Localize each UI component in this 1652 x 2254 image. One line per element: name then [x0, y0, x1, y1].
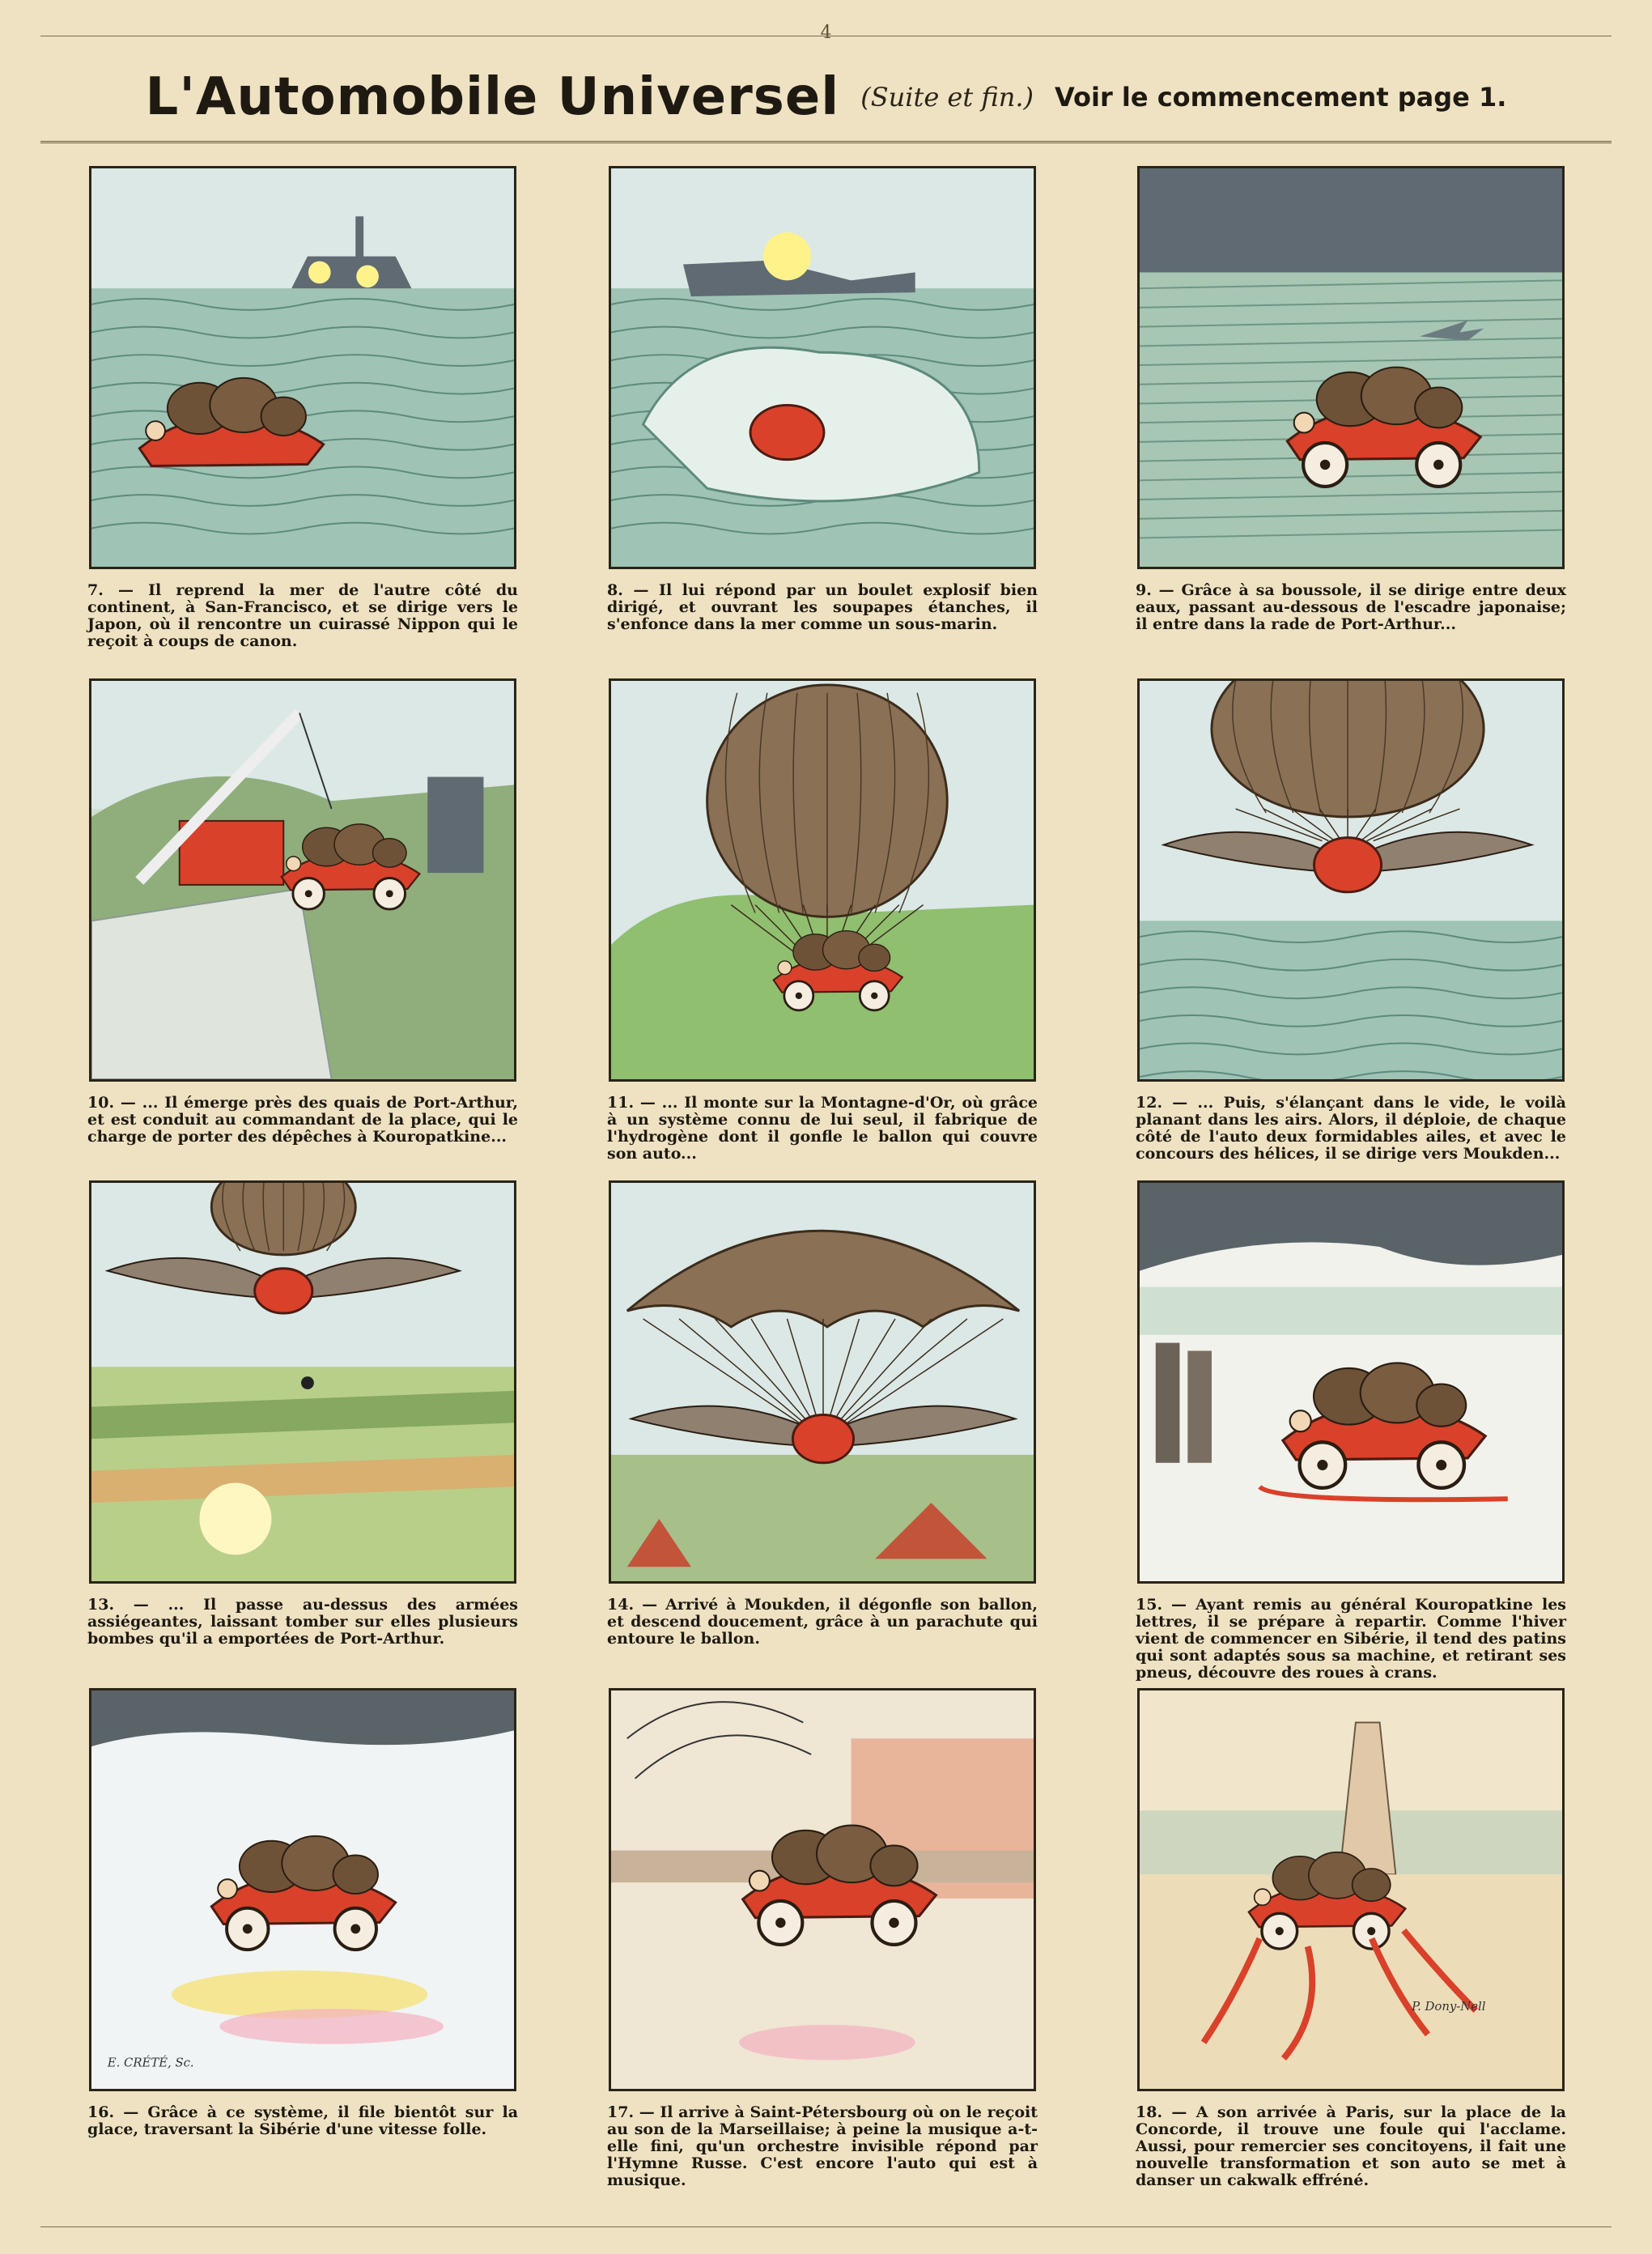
comic-panel-18 — [1137, 1688, 1565, 2091]
panel-illustration — [611, 1183, 1034, 1581]
comic-panel-9 — [1137, 166, 1565, 569]
comic-panel-17 — [609, 1688, 1036, 2091]
comic-panel-8 — [609, 166, 1036, 569]
panel-caption: 12. — ... Puis, s'élançant dans le vide, le voilà planant dans les airs. Alors, il déploie, de chaque côté de l'auto deux formidables ailes, et avec le concours des hélices, il se dirige vers Moukden... — [1136, 1094, 1566, 1163]
panel-illustration — [611, 168, 1034, 567]
comic-panel-15 — [1137, 1180, 1565, 1584]
panel-caption: 13. — ... Il passe au-dessus des armées assiégeantes, laissant tomber sur elles plusieurs bombes qu'il a emportées de Port-Arthur. — [87, 1596, 518, 1648]
panel-illustration — [611, 681, 1034, 1079]
page-subtitle: (Suite et fin.) — [860, 82, 1034, 113]
panel-caption: 15. — Ayant remis au général Kouropatkine les lettres, il se prépare à repartir. Comme l'hiver vient de commencer en Sibérie, il tend des patins qui sont adaptés sous sa machine, et retirant ses pneus, découvre des roues à crans. — [1136, 1596, 1566, 1682]
panel-caption: 17. — Il arrive à Saint-Pétersbourg où on le reçoit au son de la Marseillaise; à peine la musique a-t-elle fini, qu'un orchestre invisible répond par l'Hymne Russe. C'est encore l'auto qui est à musique. — [607, 2103, 1038, 2189]
page-title: L'Automobile Universel — [145, 67, 840, 127]
panel-illustration — [1140, 681, 1562, 1079]
comic-panel-12 — [1137, 678, 1565, 1082]
bottom-rule — [40, 2226, 1612, 2227]
panel-caption: 11. — ... Il monte sur la Montagne-d'Or, où grâce à un système connu de lui seul, il fabrique de l'hydrogène dont il gonfle le ballon qui couvre son auto... — [607, 1094, 1038, 1163]
panel-illustration — [91, 1183, 514, 1581]
panel-caption: 10. — ... Il émerge près des quais de Port-Arthur, et est conduit au commandant de la place, qui le charge de porter des dépêches à Kouropatkine... — [87, 1094, 518, 1146]
panel-caption: 16. — Grâce à ce système, il file bientôt sur la glace, traversant la Sibérie d'une vitesse folle. — [87, 2103, 518, 2138]
panel-caption: 14. — Arrivé à Moukden, il dégonfle son ballon, et descend doucement, grâce à un parachute qui entoure le ballon. — [607, 1596, 1038, 1648]
panel-illustration — [1140, 168, 1562, 567]
panel-illustration — [1140, 1183, 1562, 1581]
comic-panel-10 — [89, 678, 516, 1082]
comic-panel-7 — [89, 166, 516, 569]
artist-signature: P. Dony-Nell — [1412, 2000, 1486, 2014]
see-reference: Voir le commencement page 1. — [1055, 82, 1507, 113]
panel-illustration — [1140, 1690, 1562, 2089]
panel-caption: 7. — Il reprend la mer de l'autre côté du continent, à San-Francisco, et se dirige vers le Japon, où il rencontre un cuirassé Nippon qui le reçoit à coups de canon. — [87, 581, 518, 650]
panel-illustration — [611, 1690, 1034, 2089]
panel-illustration — [91, 681, 514, 1079]
comic-panel-14 — [609, 1180, 1036, 1584]
comic-panel-11 — [609, 678, 1036, 1082]
panel-illustration — [91, 168, 514, 567]
engraver-signature: E. CRÉTÉ, Sc. — [107, 2056, 194, 2070]
panel-illustration — [91, 1690, 514, 2089]
panel-caption: 18. — A son arrivée à Paris, sur la place de la Concorde, il trouve une foule qui l'acclame. Aussi, pour remercier ses concitoyens, il fait une nouvelle transformation et son auto se met à danser un cakwalk effréné. — [1136, 2103, 1566, 2189]
panel-caption: 8. — Il lui répond par un boulet explosif bien dirigé, et ouvrant les soupapes étanches, il s'enfonce dans la mer comme un sous-marin. — [607, 581, 1038, 633]
page-number: 4 — [820, 23, 832, 43]
comic-panel-16 — [89, 1688, 516, 2091]
panel-caption: 9. — Grâce à sa boussole, il se dirige entre deux eaux, passant au-dessous de l'escadre japonaise; il entre dans la rade de Port-Arthur... — [1136, 581, 1566, 633]
comic-panel-13 — [89, 1180, 516, 1584]
